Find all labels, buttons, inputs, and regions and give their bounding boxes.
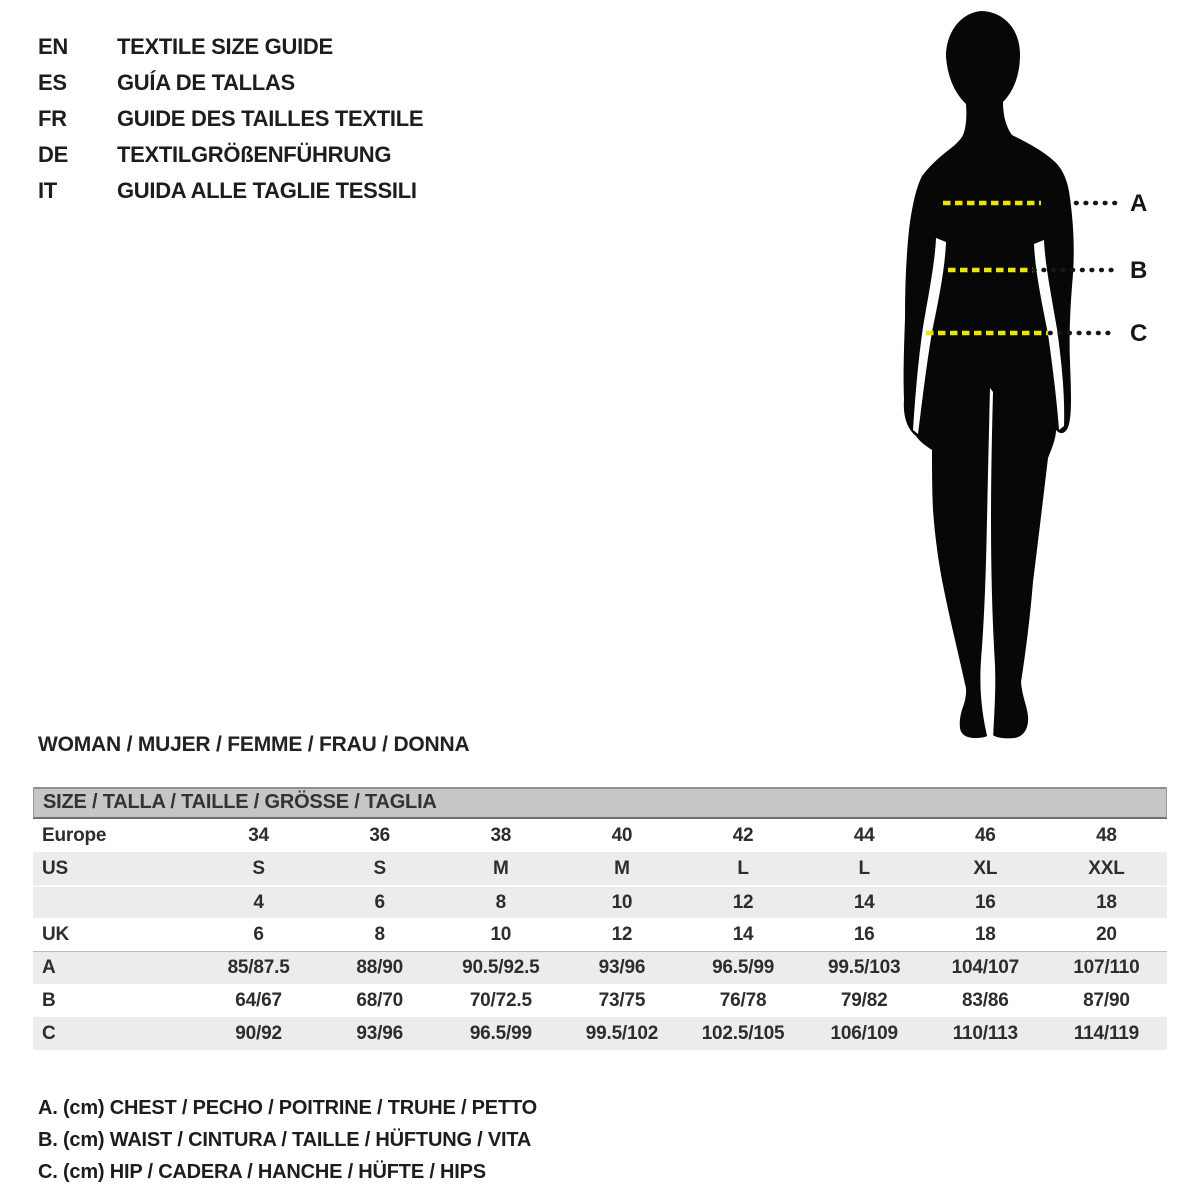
size-cell: 6 bbox=[374, 891, 385, 913]
size-row bbox=[33, 885, 1167, 918]
size-row-label: Europe bbox=[42, 824, 107, 846]
size-cell: 83/86 bbox=[962, 989, 1009, 1011]
size-cell: 18 bbox=[974, 923, 996, 945]
size-cell: 10 bbox=[611, 891, 633, 913]
size-cell: 102.5/105 bbox=[701, 1022, 785, 1044]
size-cell: 16 bbox=[974, 891, 996, 913]
size-cell: 68/70 bbox=[356, 989, 403, 1011]
size-cell: 40 bbox=[611, 824, 633, 846]
size-cell: 10 bbox=[490, 923, 512, 945]
size-row bbox=[33, 1017, 1167, 1050]
size-cell: 93/96 bbox=[356, 1022, 403, 1044]
language-code: DE bbox=[38, 142, 68, 167]
language-title: GUÍA DE TALLAS bbox=[117, 70, 295, 95]
size-row-label: C bbox=[42, 1022, 56, 1044]
size-cell: 34 bbox=[248, 824, 269, 846]
size-cell: 107/110 bbox=[1073, 957, 1140, 978]
waist-label: B bbox=[1130, 257, 1148, 284]
language-row bbox=[38, 101, 423, 137]
size-row bbox=[33, 951, 1167, 984]
size-cell: 16 bbox=[853, 923, 875, 945]
chest-label: A bbox=[1130, 190, 1148, 217]
size-cell: 12 bbox=[732, 891, 754, 913]
size-cell: L bbox=[858, 857, 870, 879]
size-cell: 87/90 bbox=[1083, 989, 1130, 1011]
size-row-label: B bbox=[42, 989, 56, 1011]
size-cell: 73/75 bbox=[598, 989, 646, 1011]
size-row bbox=[33, 918, 1167, 951]
language-code: FR bbox=[38, 106, 67, 131]
size-cell: 93/96 bbox=[598, 957, 646, 978]
language-code: ES bbox=[38, 70, 67, 95]
size-cell: 70/72.5 bbox=[469, 989, 532, 1011]
size-row bbox=[33, 852, 1167, 885]
size-row-label: UK bbox=[42, 923, 70, 945]
size-cell: 14 bbox=[732, 923, 754, 945]
language-title: GUIDA ALLE TAGLIE TESSILI bbox=[117, 178, 417, 203]
size-cell: 48 bbox=[1096, 824, 1117, 846]
size-cell: 14 bbox=[853, 891, 875, 913]
language-row bbox=[38, 173, 423, 209]
size-cell: L bbox=[737, 857, 749, 879]
size-cell: 99.5/102 bbox=[585, 1022, 659, 1044]
size-table bbox=[33, 787, 1167, 1050]
size-cell: 36 bbox=[369, 824, 391, 846]
size-cell: 8 bbox=[374, 923, 385, 945]
size-table-header: SIZE / TALLA / TAILLE / GRÖSSE / TAGLIA bbox=[33, 787, 1167, 819]
size-cell: 88/90 bbox=[356, 957, 403, 978]
language-title: TEXTILGRÖßENFÜHRUNG bbox=[117, 142, 392, 167]
hip-label: C bbox=[1130, 320, 1148, 347]
size-row bbox=[33, 984, 1167, 1017]
size-table-body bbox=[33, 819, 1167, 1050]
size-cell: M bbox=[492, 857, 509, 879]
size-cell: XXL bbox=[1088, 857, 1125, 879]
size-cell: 90/92 bbox=[235, 1022, 282, 1044]
size-cell: 96.5/99 bbox=[712, 957, 775, 978]
language-title: GUIDE DES TAILLES TEXTILE bbox=[117, 106, 424, 131]
size-cell: 96.5/99 bbox=[469, 1022, 532, 1044]
language-row bbox=[38, 137, 423, 173]
language-row bbox=[38, 29, 423, 65]
size-cell: S bbox=[373, 857, 386, 879]
size-cell: 20 bbox=[1096, 923, 1117, 945]
measure-legend bbox=[38, 1092, 537, 1188]
size-cell: 46 bbox=[974, 824, 996, 846]
size-cell: 106/109 bbox=[830, 1022, 898, 1044]
size-cell: 6 bbox=[253, 923, 264, 945]
size-cell: XL bbox=[973, 857, 998, 879]
language-code: IT bbox=[38, 178, 57, 203]
size-cell: 104/107 bbox=[951, 957, 1019, 978]
size-cell: 64/67 bbox=[235, 989, 282, 1011]
size-cell: 114/119 bbox=[1073, 1022, 1140, 1044]
language-list bbox=[38, 29, 423, 209]
size-cell: 44 bbox=[853, 824, 875, 846]
size-cell: M bbox=[614, 857, 630, 879]
size-cell: 18 bbox=[1096, 891, 1117, 913]
size-cell: 79/82 bbox=[840, 989, 888, 1011]
size-cell: 4 bbox=[253, 891, 264, 913]
size-cell: 110/113 bbox=[952, 1022, 1018, 1044]
size-cell: S bbox=[252, 857, 265, 879]
language-code: EN bbox=[38, 34, 68, 59]
legend-line: A. (cm) CHEST / PECHO / POITRINE / TRUHE / PETTO bbox=[38, 1097, 537, 1119]
woman-figure bbox=[870, 0, 1200, 745]
size-cell: 85/87.5 bbox=[227, 957, 290, 978]
size-cell: 12 bbox=[611, 923, 633, 945]
gender-heading: WOMAN / MUJER / FEMME / FRAU / DONNA bbox=[38, 733, 470, 756]
size-cell: 42 bbox=[732, 824, 754, 846]
legend-line: B. (cm) WAIST / CINTURA / TAILLE / HÜFTUNG / VITA bbox=[38, 1129, 532, 1151]
legend-line: C. (cm) HIP / CADERA / HANCHE / HÜFTE / HIPS bbox=[38, 1161, 486, 1183]
size-row-label: US bbox=[42, 857, 68, 879]
size-row bbox=[33, 819, 1167, 852]
language-row bbox=[38, 65, 423, 101]
size-cell: 99.5/103 bbox=[828, 957, 901, 978]
size-cell: 90.5/92.5 bbox=[462, 957, 540, 978]
size-cell: 8 bbox=[495, 891, 506, 913]
language-title: TEXTILE SIZE GUIDE bbox=[117, 34, 333, 59]
size-cell: 38 bbox=[490, 824, 512, 846]
size-cell: 76/78 bbox=[719, 989, 767, 1011]
size-row-label: A bbox=[42, 957, 56, 978]
